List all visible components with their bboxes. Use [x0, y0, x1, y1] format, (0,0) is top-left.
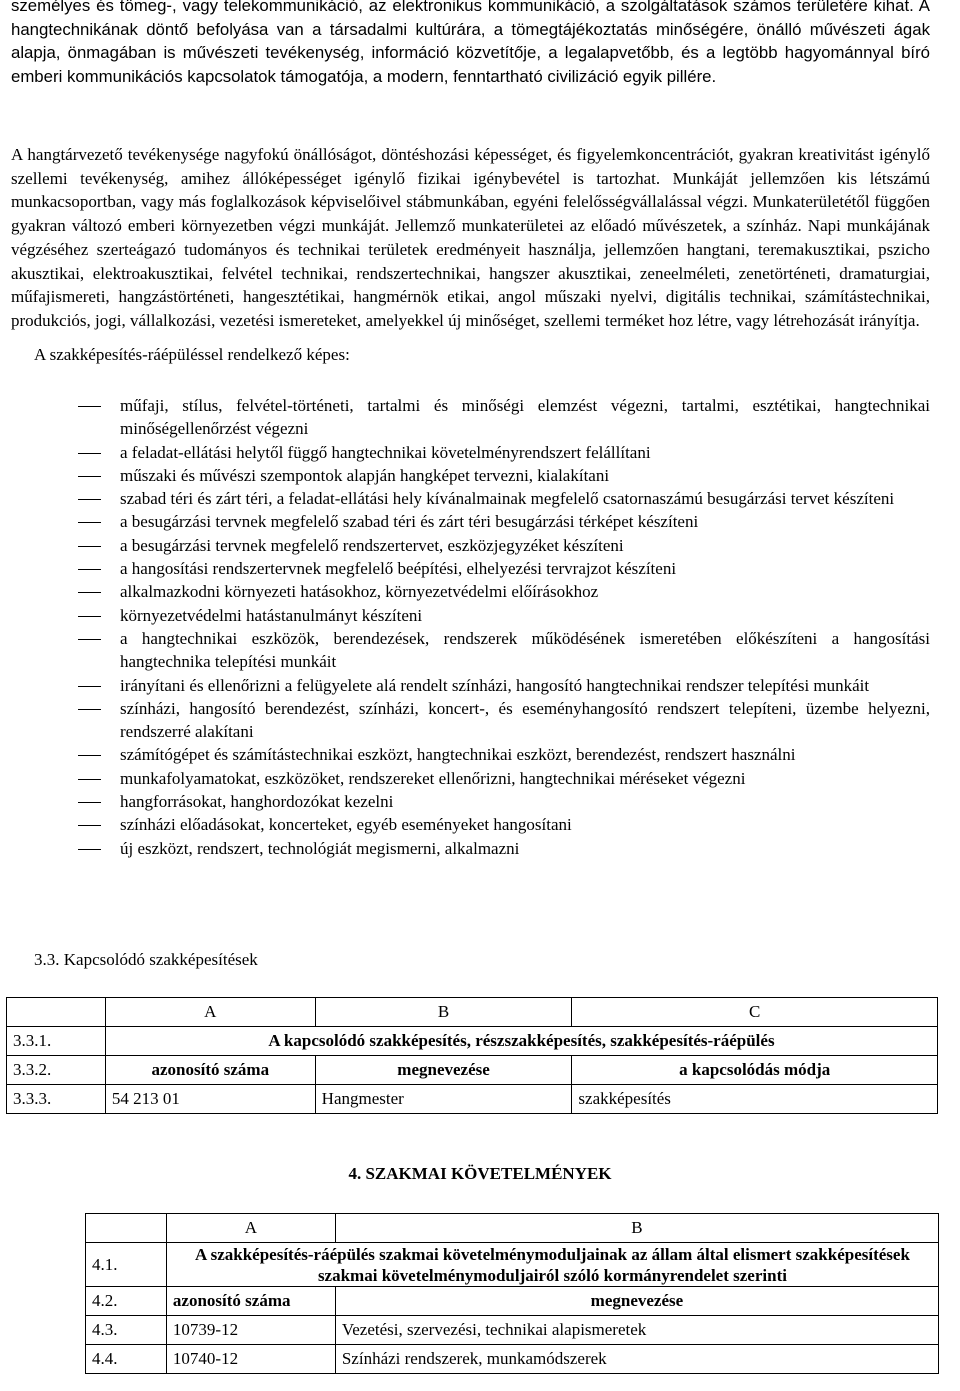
- table-row: [7, 1085, 938, 1114]
- professional-requirements-table: [85, 1213, 939, 1374]
- table-row: [7, 1056, 938, 1085]
- table-cell: szakképesítés: [572, 1085, 938, 1114]
- list-item: új eszközt, rendszert, technológiát megismerni, alkalmazni: [78, 837, 930, 860]
- table-row: [86, 1316, 939, 1345]
- table-cell: Hangmester: [315, 1085, 572, 1114]
- related-qualifications-table: [6, 997, 938, 1114]
- table-header-row: [7, 998, 938, 1027]
- table-cell: 10740-12: [166, 1345, 335, 1374]
- table-row: [86, 1345, 939, 1374]
- table-cell: 54 213 01: [105, 1085, 315, 1114]
- list-item: környezetvédelmi hatástanulmányt készíteni: [78, 604, 930, 627]
- list-item: színházi, hangosító berendezést, színházi, koncert-, és eseményhangosító rendszert telepíteni, üzembe helyezni, rendszerré alakítani: [78, 697, 930, 744]
- row-number: 4.4.: [86, 1345, 167, 1374]
- row-number: 3.3.2.: [7, 1056, 106, 1085]
- table-row: [86, 1287, 939, 1316]
- table-cell: A kapcsolódó szakképesítés, részszakképesítés, szakképesítés-ráépülés: [105, 1027, 937, 1056]
- row-number: 4.3.: [86, 1316, 167, 1345]
- table-row: [7, 1027, 938, 1056]
- column-header-b: B: [335, 1214, 938, 1243]
- list-item: szabad téri és zárt téri, a feladat-ellátási hely kívánalmainak megfelelő csatornaszámú besugárzási tervet készíteni: [78, 487, 930, 510]
- list-item: műfaji, stílus, felvétel-történeti, tartalmi és minőségi elemzést végezni, tartalmi, esztétikai, hangtechnikai minőségellenőrzést végezni: [78, 394, 930, 441]
- table-row: [86, 1243, 939, 1287]
- list-item: a besugárzási tervnek megfelelő rendszertervet, eszközjegyzéket készíteni: [78, 534, 930, 557]
- row-number: 3.3.1.: [7, 1027, 106, 1056]
- intro-paragraph-sans: [11, 0, 930, 88]
- related-qualifications-heading: 3.3. Kapcsolódó szakképesítések: [34, 950, 258, 969]
- intro-line-1: személyes és tömeg-, vagy telekommunikáció, az elektronikus kommunikáció, a szolgáltatások számos területére kihat.: [11, 0, 914, 15]
- list-item: a besugárzási tervnek megfelelő szabad téri és zárt téri besugárzási térképet készíteni: [78, 510, 930, 533]
- table-cell: azonosító száma: [166, 1287, 335, 1316]
- capable-heading: A szakképesítés-ráépüléssel rendelkező képes:: [34, 345, 350, 364]
- row-number: 3.3.3.: [7, 1085, 106, 1114]
- list-item: hangforrásokat, hanghordozókat kezelni: [78, 790, 930, 813]
- list-item: a hangtechnikai eszközök, berendezések, rendszerek működésének ismeretében előkészíteni a hangosítási hangtechnika telepítési munkáit: [78, 627, 930, 674]
- list-item: színházi előadásokat, koncerteket, egyéb eseményeket hangosítani: [78, 813, 930, 836]
- table-cell: A szakképesítés-ráépülés szakmai követelménymoduljainak az állam által elismert szakképesítések szakmai követelménymoduljairól szóló kormányrendelet szerinti: [166, 1243, 938, 1287]
- list-item: alkalmazkodni környezeti hatásokhoz, környezetvédelmi előírásokhoz: [78, 580, 930, 603]
- list-item: a hangosítási rendszertervnek megfelelő beépítési, elhelyezési tervrajzot készíteni: [78, 557, 930, 580]
- column-header-a: A: [166, 1214, 335, 1243]
- table-cell: 10739-12: [166, 1316, 335, 1345]
- list-item: irányítani és ellenőrizni a felügyelete alá rendelt színházi, hangosító hangtechnikai rendszer telepítési munkáit: [78, 674, 930, 697]
- list-item: számítógépet és számítástechnikai eszközt, hangtechnikai eszközt, berendezést, rendszert használni: [78, 743, 930, 766]
- table-cell-empty: [86, 1214, 167, 1243]
- skills-list: [78, 394, 930, 860]
- column-header-c: C: [572, 998, 938, 1027]
- table-cell: a kapcsolódás módja: [572, 1056, 938, 1085]
- table-cell: Színházi rendszerek, munkamódszerek: [335, 1345, 938, 1374]
- table-cell: azonosító száma: [105, 1056, 315, 1085]
- table-cell: megnevezése: [335, 1287, 938, 1316]
- section-4-heading: 4. SZAKMAI KÖVETELMÉNYEK: [348, 1164, 612, 1183]
- row-number: 4.2.: [86, 1287, 167, 1316]
- table-cell: megnevezése: [315, 1056, 572, 1085]
- table-cell-empty: [7, 998, 106, 1027]
- table-cell: Vezetési, szervezési, technikai alapismeretek: [335, 1316, 938, 1345]
- intro-rest: A hangtechnikának döntő befolyása van a társadalmi kultúrára, a tömegtájékoztatás minőségére, önálló művészeti ágak alapja, önmagában is művészeti tevékenység, információ közvetítője, a legalapvetőbb, és a legtöbb hagyománnyal bíró emberi kommunikációs kapcsolatok támogatója, a modern, fenntartható civilizáció egyik pillére.: [11, 0, 930, 86]
- column-header-b: B: [315, 998, 572, 1027]
- list-item: műszaki és művészi szempontok alapján hangképet tervezni, kialakítani: [78, 464, 930, 487]
- column-header-a: A: [105, 998, 315, 1027]
- list-item: munkafolyamatokat, eszközöket, rendszereket ellenőrizni, hangtechnikai méréseket végezni: [78, 767, 930, 790]
- intro-paragraph-serif: A hangtárvezető tevékenysége nagyfokú önállóságot, döntéshozási képességet, és figyelemkoncentrációt, gyakran kreativitást igénylő szellemi tevékenység, amihez állóképességet igénylő fizikai igénybevétel is tartozhat. Munkáját jellemzően kis létszámú munkacsoportban, vagy más foglalkozások képviselőivel stábmunkában, egyéni felelősségvállalással végzi. Munkaterületétől függően gyakran változó emberi környezetben végzi munkáját. Jellemző munkaterületei az előadó művészetek, a színház. Napi munkájának végzéséhez szerteágazó tudományos és technikai területek eredményeit használja, jellemzően hangtani, teremakusztikai, pszicho akusztikai, elektroakusztikai, felvétel technikai, rendszertechnikai, hangszer akusztikai, zeneelméleti, zenetörténeti, dramaturgiai, műfajismereti, hangzástörténeti, hangesztétikai, hangmérnök etikai, angol műszaki nyelvi, digitális technikai, számítástechnikai, produkciós, jogi, vállalkozási, vezetési ismereteket, amelyekkel új minőséget, szellemi terméket hoz létre, vagy létrehozását irányítja.: [11, 145, 930, 330]
- row-number: 4.1.: [86, 1243, 167, 1287]
- table-header-row: [86, 1214, 939, 1243]
- list-item: a feladat-ellátási helytől függő hangtechnikai követelményrendszert felállítani: [78, 441, 930, 464]
